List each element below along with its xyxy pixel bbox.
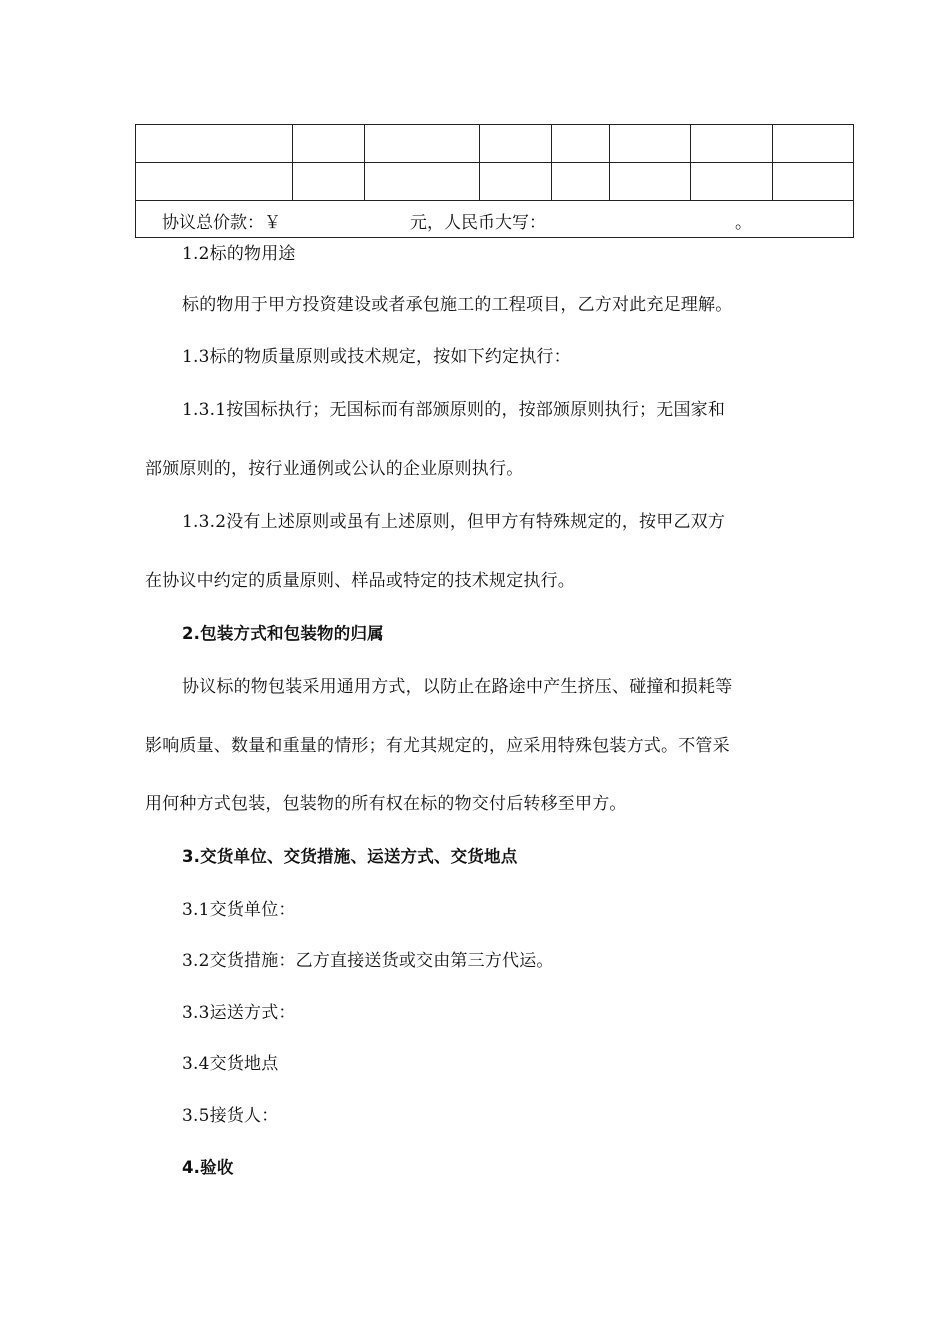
section-1-3-title: 1.3标的物质量原则或技术规定，按如下约定执行： <box>182 347 571 367</box>
table-cell <box>691 125 773 163</box>
table-cell <box>365 163 480 201</box>
section-3-5: 3.5接货人： <box>182 1106 279 1126</box>
table-cell <box>610 125 691 163</box>
section-1-2-body: 标的物用于甲方投资建设或者承包施工的工程项目，乙方对此充足理解。 <box>182 295 733 315</box>
section-1-3-1-line-2: 部颁原则的，按行业通例或公认的企业原则执行。 <box>145 459 524 479</box>
table-row <box>136 125 854 163</box>
section-2-line-1: 协议标的物包装采用通用方式，以防止在路途中产生挤压、碰撞和损耗等 <box>182 677 733 697</box>
table-cell <box>552 163 610 201</box>
total-price-row <box>136 201 854 238</box>
section-3-4: 3.4交货地点 <box>182 1054 279 1074</box>
total-price-end-mark: 。 <box>735 213 752 233</box>
section-4-heading: 4.验收 <box>182 1158 234 1177</box>
table-cell <box>773 125 854 163</box>
table-cell <box>293 163 365 201</box>
total-price-words-label: 元，人民币大写： <box>410 213 546 233</box>
table-cell <box>480 125 552 163</box>
table-cell <box>552 125 610 163</box>
section-1-3-2-line-2: 在协议中约定的质量原则、样品或特定的技术规定执行。 <box>145 571 575 591</box>
total-price-label: 协议总价款：￥ <box>162 213 281 233</box>
table-cell <box>136 125 293 163</box>
total-price-cell <box>136 201 854 238</box>
section-3-3: 3.3运送方式： <box>182 1003 296 1023</box>
section-1-3-2-line-1: 1.3.2没有上述原则或虽有上述原则，但甲方有特殊规定的，按甲乙双方 <box>182 512 726 532</box>
table-cell <box>293 125 365 163</box>
table-row <box>136 163 854 201</box>
section-2-heading: 2.包装方式和包装物的归属 <box>182 624 384 643</box>
table-cell <box>136 163 293 201</box>
table-cell <box>773 163 854 201</box>
table-cell <box>365 125 480 163</box>
table-cell <box>691 163 773 201</box>
table-cell <box>610 163 691 201</box>
section-3-2: 3.2交货措施：乙方直接送货或交由第三方代运。 <box>182 951 554 971</box>
table-cell <box>480 163 552 201</box>
section-3-heading: 3.交货单位、交货措施、运送方式、交货地点 <box>182 847 518 866</box>
section-3-1: 3.1交货单位： <box>182 900 296 920</box>
section-2-line-2: 影响质量、数量和重量的情形；有尤其规定的，应采用特殊包装方式。不管采 <box>145 736 730 756</box>
section-1-3-1-line-1: 1.3.1按国标执行；无国标而有部颁原则的，按部颁原则执行；无国家和 <box>182 400 726 420</box>
price-table <box>135 124 854 238</box>
section-2-line-3: 用何种方式包装，包装物的所有权在标的物交付后转移至甲方。 <box>145 794 627 814</box>
section-1-2-title: 1.2标的物用途 <box>182 244 296 264</box>
